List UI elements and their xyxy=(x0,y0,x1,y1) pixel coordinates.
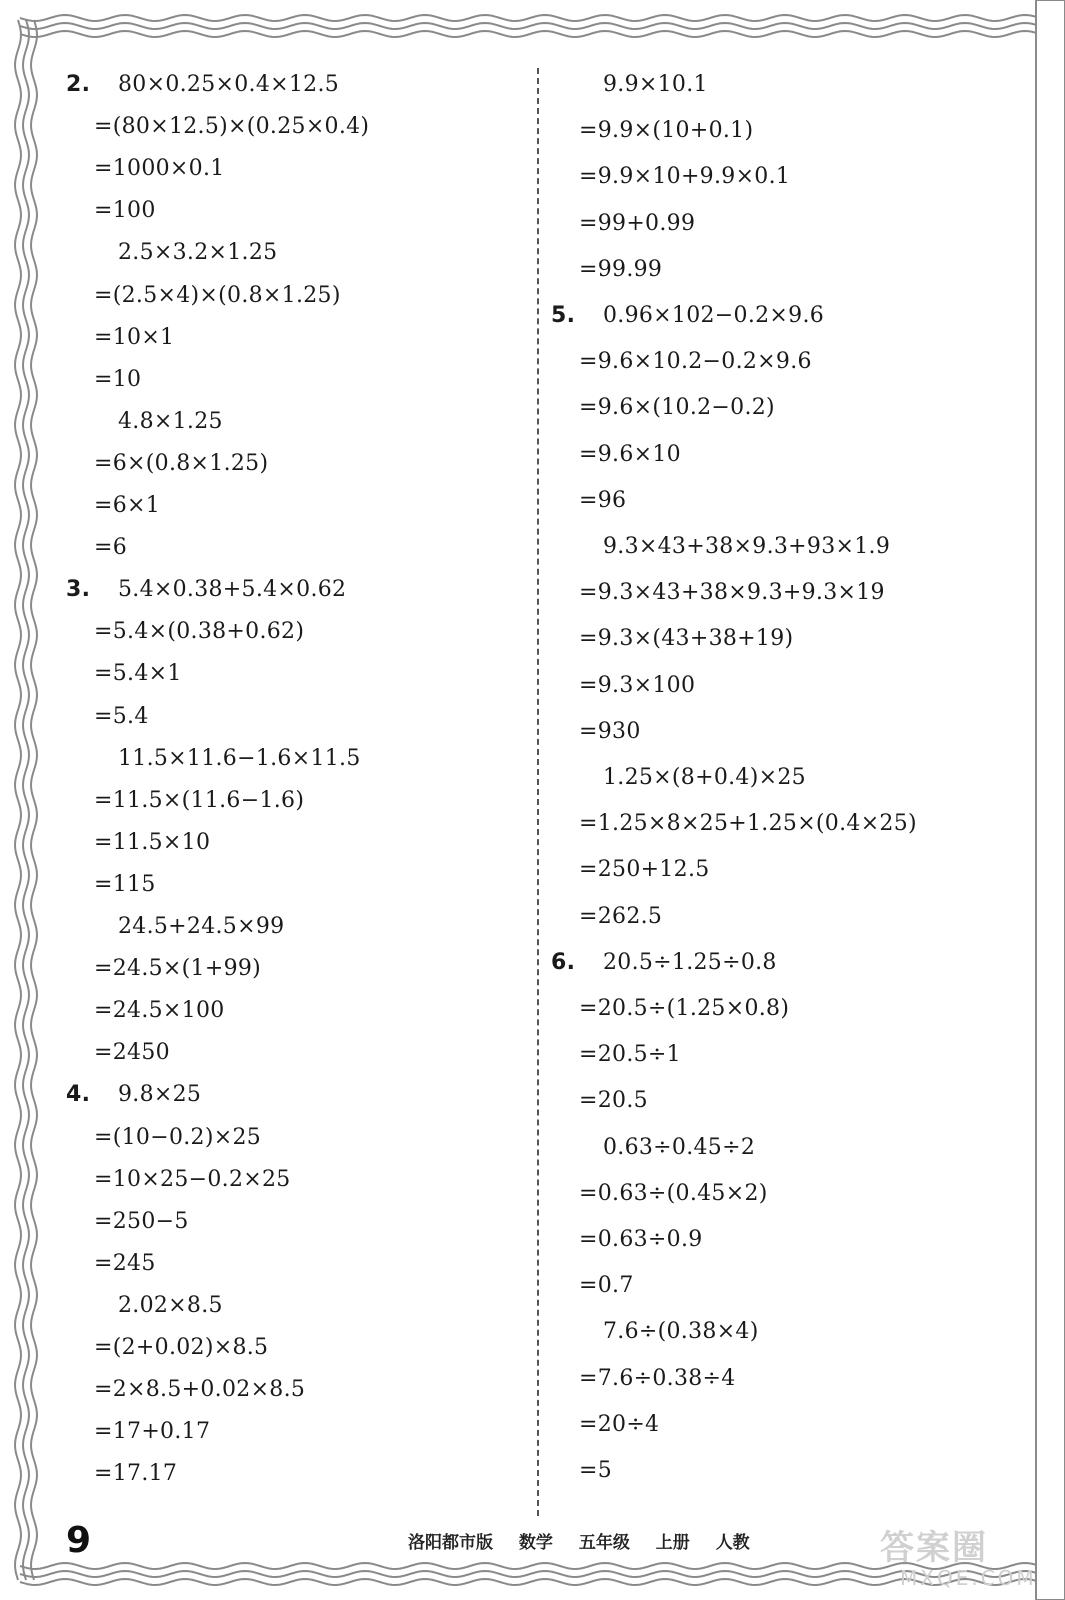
math-text: 4.8×1.25 xyxy=(118,408,223,434)
math-text: =5 xyxy=(579,1458,613,1483)
math-text: =2×8.5+0.02×8.5 xyxy=(94,1377,306,1403)
math-text: =17.17 xyxy=(94,1461,178,1487)
math-text: =9.9×10+9.9×0.1 xyxy=(579,164,791,190)
solution-step xyxy=(545,203,695,245)
footer-publisher: 人教 xyxy=(715,1533,750,1553)
solution-step xyxy=(60,1159,291,1201)
math-text: =9.3×100 xyxy=(579,672,696,698)
solution-step xyxy=(545,110,753,152)
solution-step xyxy=(60,948,261,990)
math-text: =7.6÷0.38÷4 xyxy=(579,1365,736,1391)
solution-step xyxy=(60,864,156,906)
math-text: =(10−0.2)×25 xyxy=(94,1124,262,1150)
column-divider xyxy=(537,68,539,1516)
math-text: =5.4×1 xyxy=(94,661,182,687)
solution-step xyxy=(60,780,304,822)
expression-line xyxy=(545,942,777,984)
expression-line xyxy=(60,64,339,106)
watermark-logo: 答案圈 xyxy=(880,1528,988,1568)
solution-step xyxy=(60,275,341,317)
math-text: =9.6×(10.2−0.2) xyxy=(579,395,775,421)
math-text: =5.4 xyxy=(94,703,149,729)
math-text: 5.4×0.38+5.4×0.62 xyxy=(118,577,347,603)
solution-step xyxy=(60,1453,177,1495)
math-text: =0.7 xyxy=(579,1273,634,1299)
solution-step xyxy=(545,849,710,891)
expression-line xyxy=(60,569,346,611)
expression-line xyxy=(545,1311,759,1353)
math-text: =930 xyxy=(579,718,641,744)
solution-step xyxy=(545,1265,634,1307)
solution-step xyxy=(60,485,160,527)
math-text: 9.8×25 xyxy=(118,1082,202,1108)
solution-step xyxy=(60,1117,261,1159)
math-text: =1000×0.1 xyxy=(94,156,225,182)
solution-step xyxy=(545,988,789,1030)
solution-step xyxy=(60,990,225,1032)
solution-step xyxy=(60,527,127,569)
solution-step xyxy=(60,359,141,401)
math-text: 7.6÷(0.38×4) xyxy=(603,1319,759,1345)
expression-line xyxy=(60,1285,223,1327)
solution-step xyxy=(60,653,182,695)
solution-step xyxy=(60,1032,170,1074)
expression-line xyxy=(545,64,708,106)
math-text: =11.5×10 xyxy=(94,829,211,855)
math-text: 0.96×102−0.2×9.6 xyxy=(603,303,825,328)
solution-step xyxy=(60,696,149,738)
solution-step xyxy=(60,1243,156,1285)
math-text: 9.3×43+38×9.3+93×1.9 xyxy=(603,534,891,559)
solution-step xyxy=(545,249,662,291)
math-text: 24.5+24.5×99 xyxy=(118,914,285,939)
page-number: 9 xyxy=(66,1520,92,1561)
solution-step xyxy=(545,434,681,476)
solution-step xyxy=(545,803,917,845)
solution-step xyxy=(545,387,775,429)
math-text: 2.5×3.2×1.25 xyxy=(118,240,278,266)
problem-number: 5. xyxy=(551,303,576,328)
expression-line xyxy=(545,526,890,568)
solution-step xyxy=(60,190,156,232)
solution-step xyxy=(545,1404,659,1446)
expression-line xyxy=(60,738,361,780)
solution-step xyxy=(60,1201,189,1243)
math-text: =(80×12.5)×(0.25×0.4) xyxy=(94,114,370,140)
solution-step xyxy=(60,1327,268,1369)
expression-line xyxy=(545,295,824,337)
footer-grade: 五年级 xyxy=(578,1533,630,1553)
math-text: =96 xyxy=(579,487,627,513)
problem-number: 2. xyxy=(66,72,91,97)
math-text: =5.4×(0.38+0.62) xyxy=(94,619,305,645)
expression-line xyxy=(60,401,223,443)
math-text: =17+0.17 xyxy=(94,1419,211,1445)
math-text: =10 xyxy=(94,366,142,392)
footer-volume: 上册 xyxy=(655,1533,690,1553)
math-text: =0.63÷0.9 xyxy=(579,1227,703,1252)
math-text: 0.63÷0.45÷2 xyxy=(603,1134,756,1160)
solution-step xyxy=(545,1034,681,1076)
math-text: =20.5 xyxy=(579,1088,648,1114)
expression-line xyxy=(545,757,806,799)
math-text: =20÷4 xyxy=(579,1411,660,1437)
solution-step xyxy=(545,711,641,753)
expression-line xyxy=(60,906,284,948)
math-text: =9.3×(43+38+19) xyxy=(579,626,794,652)
math-text: =6 xyxy=(94,535,128,561)
math-text: =115 xyxy=(94,871,156,897)
solution-step xyxy=(545,480,626,522)
math-text: =250−5 xyxy=(94,1208,189,1234)
solution-step xyxy=(60,317,174,359)
math-text: =9.3×43+38×9.3+9.3×19 xyxy=(579,580,885,606)
math-text: =9.9×(10+0.1) xyxy=(579,118,754,144)
solution-step xyxy=(60,148,225,190)
math-text: =100 xyxy=(94,198,156,224)
math-text: =99.99 xyxy=(579,256,663,282)
expression-line xyxy=(60,1074,201,1116)
math-text: =6×(0.8×1.25) xyxy=(94,450,269,476)
footer-info xyxy=(408,1528,770,1553)
math-text: =9.6×10 xyxy=(579,441,681,467)
math-text: =245 xyxy=(94,1250,156,1276)
footer-edition: 洛阳都市版 xyxy=(408,1533,493,1553)
solution-step xyxy=(60,1411,210,1453)
math-text: 1.25×(8+0.4)×25 xyxy=(603,765,806,790)
solution-step xyxy=(545,1450,612,1492)
math-text: =1.25×8×25+1.25×(0.4×25) xyxy=(579,811,917,837)
solution-step xyxy=(545,618,793,660)
math-text: 80×0.25×0.4×12.5 xyxy=(118,72,340,97)
math-text: 20.5÷1.25÷0.8 xyxy=(603,949,777,975)
math-text: 11.5×11.6−1.6×11.5 xyxy=(118,745,361,771)
math-text: =250+12.5 xyxy=(579,857,710,883)
math-text: =2450 xyxy=(94,1040,170,1066)
expression-line xyxy=(60,232,277,274)
solution-step xyxy=(545,341,812,383)
math-text: =20.5÷1 xyxy=(579,1042,681,1068)
math-text: 2.02×8.5 xyxy=(118,1292,223,1318)
problem-number: 4. xyxy=(66,1082,91,1108)
solution-step xyxy=(545,572,885,614)
footer-subject: 数学 xyxy=(518,1533,553,1553)
math-text: 9.9×10.1 xyxy=(603,72,708,97)
expression-line xyxy=(545,1127,755,1169)
solution-step xyxy=(60,1369,305,1411)
solution-step xyxy=(545,1173,768,1215)
math-text: =9.6×10.2−0.2×9.6 xyxy=(579,349,812,375)
solution-step xyxy=(60,106,369,148)
solution-step xyxy=(545,1080,648,1122)
math-text: =99+0.99 xyxy=(579,210,696,236)
problem-number: 6. xyxy=(551,949,576,975)
math-text: =20.5÷(1.25×0.8) xyxy=(579,996,790,1021)
math-text: =24.5×(1+99) xyxy=(94,956,262,982)
math-text: =24.5×100 xyxy=(94,998,225,1024)
math-text: =(2+0.02)×8.5 xyxy=(94,1335,269,1360)
solution-step xyxy=(60,822,210,864)
solution-step xyxy=(545,665,695,707)
math-text: =10×1 xyxy=(94,324,175,350)
math-text: =0.63÷(0.45×2) xyxy=(579,1180,768,1206)
solution-step xyxy=(60,611,304,653)
problem-number: 3. xyxy=(66,577,91,603)
math-text: =(2.5×4)×(0.8×1.25) xyxy=(94,282,341,308)
solution-step xyxy=(545,896,662,938)
math-text: =10×25−0.2×25 xyxy=(94,1166,291,1192)
math-text: =11.5×(11.6−1.6) xyxy=(94,787,305,813)
watermark-url: MXQE.COM xyxy=(900,1566,1037,1590)
solution-step xyxy=(545,1219,703,1261)
math-text: =6×1 xyxy=(94,493,161,518)
math-text: =262.5 xyxy=(579,903,663,929)
solution-step xyxy=(545,1358,736,1400)
solution-step xyxy=(545,156,790,198)
solution-step xyxy=(60,443,268,485)
